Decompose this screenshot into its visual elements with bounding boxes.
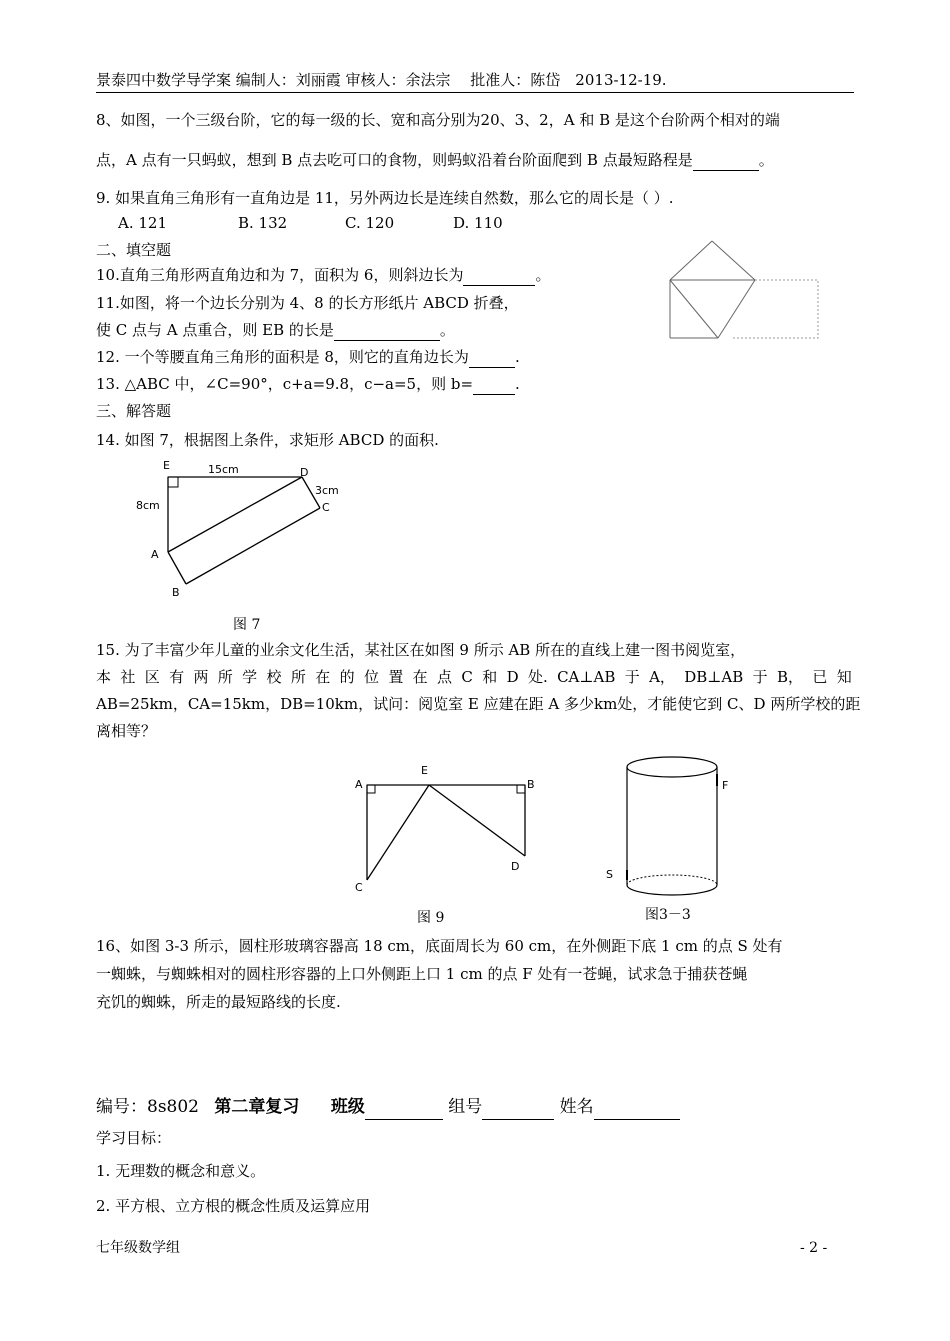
goals-label: 学习目标： [96,1129,172,1147]
q9-option-d: D. 110 [453,214,503,232]
figure-3-3 [600,752,745,907]
q13: 13. △ABC 中，∠C=90°，c+a=9.8，c−a=5，则 b= . [96,375,520,393]
footer-group: 七年级数学组 [96,1240,180,1256]
cylinder-top-ellipse [627,757,717,777]
chapter-title: 第二章复习 [214,1097,300,1117]
fig7-label-c: C [322,501,330,514]
fig9-label-c: C [355,881,363,894]
q8-answer-blank[interactable] [693,150,759,171]
cylinder-bottom-back [627,875,717,885]
fig7-label-3cm: 3cm [315,484,339,497]
fig9-label-e: E [421,764,428,777]
fig9-label-d: D [511,860,520,873]
class-field[interactable] [365,1095,443,1120]
goal-2: 2. 平方根、立方根的概念性质及运算应用 [96,1197,371,1215]
fig7-label-e: E [163,459,170,472]
q15-line4: 离相等？ [96,722,157,740]
q15-line3: AB=25km，CA=15km，DB=10km，试问：阅览室 E 应建在距 A 多少km处，才能使它到 C、D 两所学校的距 [96,695,861,713]
header-rule [96,92,854,93]
fig7-label-a: A [151,548,159,561]
q14: 14. 如图 7，根据图上条件，求矩形 ABCD 的面积. [96,431,439,449]
fig7-label-b: B [172,586,180,599]
fig7-label-d: D [300,466,309,479]
q10-answer-blank[interactable] [463,265,535,286]
group-label: 组号 [448,1097,483,1117]
fig9-right-angle-b [517,785,525,793]
next-section-header [96,1095,680,1120]
name-field[interactable] [594,1095,680,1120]
fig7-line-cb [186,508,320,584]
q9-option-c: C. 120 [345,214,395,232]
section-solve: 三、解答题 [96,402,172,420]
fig7-label-15cm: 15cm [208,463,239,476]
q10: 10.直角三角形两直角边和为 7，面积为 6，则斜边长为 。 [96,266,551,284]
fig9-label-a: A [355,778,363,791]
fold-line-a-top [670,241,712,280]
name-label: 姓名 [559,1097,594,1117]
q16-line2: 一蜘蛛，与蜘蛛相对的圆柱形容器的上口外侧距上口 1 cm 的点 F 处有一苍蝇，试求急于捕获苍蝇 [96,965,748,983]
fold-line-top-f [712,241,755,280]
fig9-line-ed [429,785,525,856]
fig9-right-angle-a [367,785,375,793]
fig7-label-8cm: 8cm [136,499,160,512]
group-field[interactable] [482,1095,554,1120]
fig7-caption: 图 7 [233,617,261,633]
q12: 12. 一个等腰直角三角形的面积是 8，则它的直角边长为 . [96,348,520,366]
q9-option-a: A. 121 [118,214,167,232]
q15-line1: 15. 为了丰富少年儿童的业余文化生活，某社区在如图 9 所示 AB 所在的直线上建一图书阅览室， [96,641,746,659]
goal-1: 1. 无理数的概念和意义。 [96,1162,266,1180]
fig33-caption: 图3－3 [645,907,691,923]
q11-answer-blank[interactable] [334,320,440,341]
q8-line1: 8、如图，一个三级台阶，它的每一级的长、宽和高分别为20、3、2，A 和 B 是这个台阶两个相对的端 [96,111,780,129]
fig33-label-s: S [606,868,613,881]
q16-line3: 充饥的蜘蛛，所走的最短路线的长度. [96,993,341,1011]
section-fill-blank: 二、填空题 [96,241,172,259]
fold-dashed-rect [732,280,818,338]
q9-option-b: B. 132 [238,214,288,232]
fig33-label-f: F [722,779,729,792]
fig9-line-ce [367,785,429,880]
q9-stem: 9. 如果直角三角形有一直角边是 11，另外两边长是连续自然数，那么它的周长是（ ）. [96,189,674,207]
fold-figure [640,238,840,358]
fig9-label-b: B [527,778,535,791]
fig9-caption: 图 9 [417,910,445,926]
q16-line1: 16、如图 3-3 所示，圆柱形玻璃容器高 18 cm，底面周长为 60 cm，在外侧距下底 1 cm 的点 S 处有 [96,937,783,955]
fig7-line-ad [168,477,302,552]
page-header: 景泰四中数学导学案 编制人：刘丽霞 审核人：余法宗 批准人：陈岱 2013-12-19. [96,71,667,89]
fold-line-fe [718,280,755,338]
page-number: - 2 - [800,1240,828,1256]
q11-line2: 使 C 点与 A 点重合，则 EB 的长是 。 [96,321,455,339]
figure-9 [345,760,545,900]
fold-line-ae [670,280,718,338]
q12-answer-blank[interactable] [469,347,515,368]
q11-line1: 11.如图，将一个边长分别为 4、8 的长方形纸片 ABCD 折叠， [96,294,519,312]
worksheet-code: 编号：8s802 [96,1097,199,1117]
q13-answer-blank[interactable] [473,374,515,395]
figure-7 [130,455,350,605]
q8-line2: 点，A 点有一只蚂蚁，想到 B 点去吃可口的食物，则蚂蚁沿着台阶面爬到 B 点最短路程是 。 [96,151,774,169]
fig7-line-ba [168,552,186,584]
cylinder-bottom-front [627,885,717,895]
class-label: 班级 [330,1097,365,1117]
q15-line2: 本 社 区 有 两 所 学 校 所 在 的 位 置 在 点 C 和 D 处. CA⊥AB 于 A， DB⊥AB 于 B， 已 知 [96,668,852,686]
fig7-right-angle [168,477,178,487]
